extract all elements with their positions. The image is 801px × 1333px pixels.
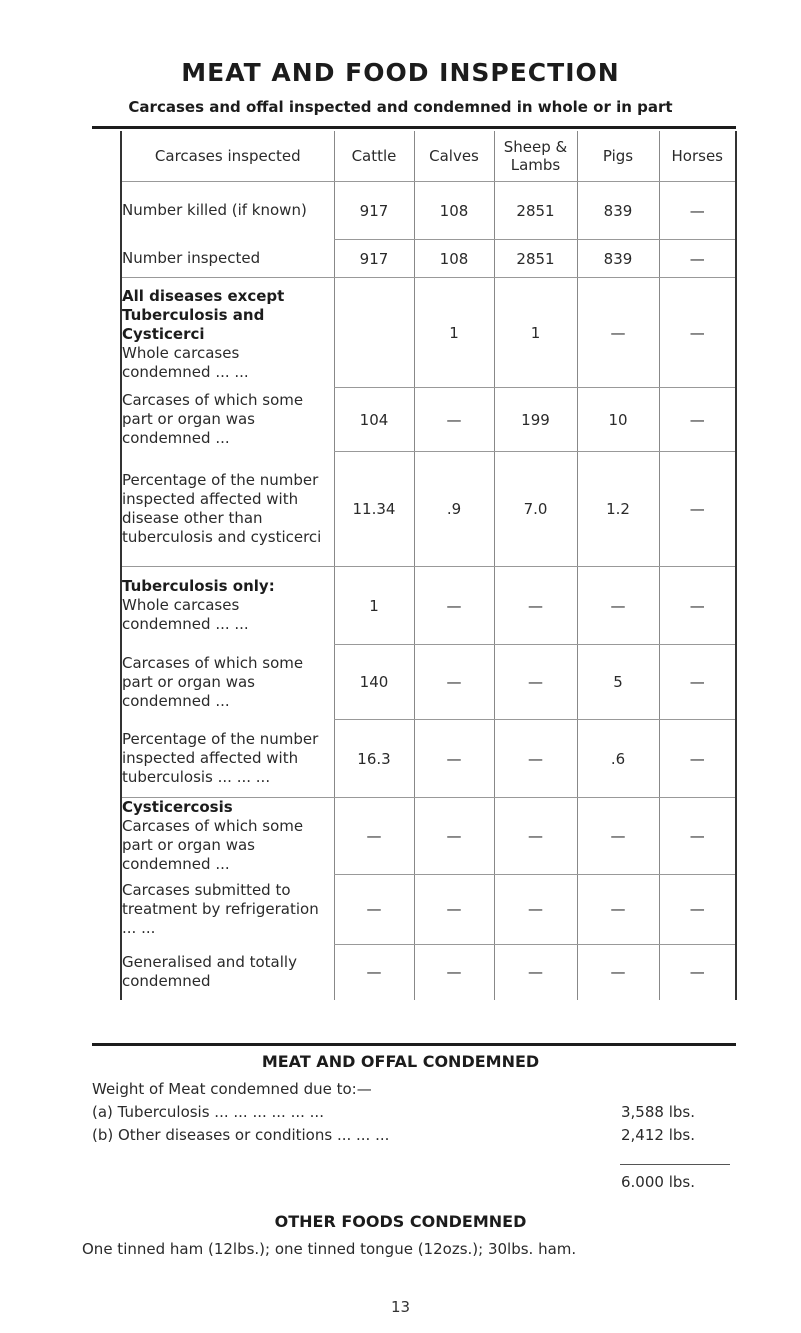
cell-cattle: 16.3 xyxy=(334,720,414,798)
cell-calves: — xyxy=(414,645,494,720)
row-label xyxy=(121,798,334,875)
header-pigs: Pigs xyxy=(577,131,659,182)
cell-sheep: 2851 xyxy=(494,182,577,240)
cell-pigs: 839 xyxy=(577,182,659,240)
cell-sheep: — xyxy=(494,720,577,798)
row-label: Carcases of which some part or organ was condemned ... xyxy=(121,388,334,452)
cell-cattle: 104 xyxy=(334,388,414,452)
cell-pigs: — xyxy=(577,798,659,875)
cell-cattle: 11.34 xyxy=(334,452,414,567)
table-header-row xyxy=(121,131,736,182)
all-diseases-whole-label: Whole carcases condemned ... ... xyxy=(122,344,249,382)
cell-sheep: — xyxy=(494,567,577,645)
cell-calves: — xyxy=(414,720,494,798)
table-row xyxy=(121,182,736,240)
cell-pigs: — xyxy=(577,944,659,1000)
tuberculosis-heading: Tuberculosis only: xyxy=(122,577,275,596)
cell-sheep: 7.0 xyxy=(494,452,577,567)
cell-horses: — xyxy=(659,798,736,875)
other-foods-heading: OTHER FOODS CONDEMNED xyxy=(274,1212,527,1231)
cell-sheep: — xyxy=(494,645,577,720)
cell-pigs: 5 xyxy=(577,645,659,720)
header-sheep-lambs: Sheep & Lambs xyxy=(494,131,577,182)
all-diseases-heading: All diseases except Tuberculosis and Cysticerci xyxy=(122,287,285,344)
cell-cattle: 1 xyxy=(334,567,414,645)
row-label: Carcases of which some part or organ was condemned ... xyxy=(121,645,334,720)
page-subtitle: Carcases and offal inspected and condemned in whole or in part xyxy=(128,98,673,116)
cell-horses: — xyxy=(659,278,736,388)
cell-sheep: 2851 xyxy=(494,240,577,278)
table-row xyxy=(121,798,736,875)
row-label: Number inspected xyxy=(121,240,334,278)
cell-cattle xyxy=(334,278,414,388)
row-label: Percentage of the number inspected affected with disease other than tuberculosis and cysticerci xyxy=(121,452,334,567)
cell-calves: — xyxy=(414,944,494,1000)
meat-offal-intro: Weight of Meat condemned due to:— xyxy=(92,1080,372,1098)
cell-calves: .9 xyxy=(414,452,494,567)
cell-pigs: — xyxy=(577,278,659,388)
table-row xyxy=(121,645,736,720)
cell-sheep: — xyxy=(494,944,577,1000)
table-row xyxy=(121,278,736,388)
cell-cattle: — xyxy=(334,874,414,944)
cysticercosis-heading: Cysticercosis xyxy=(122,798,233,816)
tuberculosis-whole-label: Whole carcases condemned ... ... xyxy=(122,596,249,634)
row-label xyxy=(121,567,334,645)
cell-cattle: — xyxy=(334,798,414,875)
inspection-table xyxy=(120,131,737,1000)
meat-offal-heading: MEAT AND OFFAL CONDEMNED xyxy=(261,1052,540,1071)
header-carcases-inspected: Carcases inspected xyxy=(121,131,334,182)
total-rule xyxy=(620,1164,730,1165)
meat-offal-item-label: (a) Tuberculosis ... ... ... ... ... ... xyxy=(92,1103,324,1121)
cell-horses: — xyxy=(659,874,736,944)
table-row xyxy=(121,720,736,798)
table-row xyxy=(121,388,736,452)
row-label: Number killed (if known) xyxy=(121,182,334,240)
cell-sheep: — xyxy=(494,798,577,875)
cell-cattle: 140 xyxy=(334,645,414,720)
cell-horses: — xyxy=(659,720,736,798)
table-bottom-rule xyxy=(92,1043,736,1046)
cell-horses: — xyxy=(659,240,736,278)
cell-pigs: .6 xyxy=(577,720,659,798)
table-row xyxy=(121,567,736,645)
cell-horses: — xyxy=(659,452,736,567)
header-horses: Horses xyxy=(659,131,736,182)
table-row xyxy=(121,944,736,1000)
header-calves: Calves xyxy=(414,131,494,182)
cell-calves: — xyxy=(414,874,494,944)
meat-offal-item-label: (b) Other diseases or conditions ... ... ... xyxy=(92,1126,390,1144)
table-top-rule xyxy=(92,126,736,129)
cell-pigs: 10 xyxy=(577,388,659,452)
cell-horses: — xyxy=(659,645,736,720)
cell-horses: — xyxy=(659,567,736,645)
cell-calves: — xyxy=(414,798,494,875)
header-cattle: Cattle xyxy=(334,131,414,182)
cell-pigs: — xyxy=(577,874,659,944)
cell-pigs: 839 xyxy=(577,240,659,278)
row-label xyxy=(121,278,334,388)
cell-horses: — xyxy=(659,388,736,452)
cell-sheep: 1 xyxy=(494,278,577,388)
table-row xyxy=(121,452,736,567)
cell-cattle: 917 xyxy=(334,182,414,240)
cell-sheep: 199 xyxy=(494,388,577,452)
cell-calves: 108 xyxy=(414,240,494,278)
page-number: 13 xyxy=(390,1298,411,1316)
cell-cattle: 917 xyxy=(334,240,414,278)
row-label: Generalised and totally condemned xyxy=(121,944,334,1000)
other-foods-text: One tinned ham (12lbs.); one tinned tongue (12ozs.); 30lbs. ham. xyxy=(82,1240,577,1258)
cell-calves: — xyxy=(414,567,494,645)
cell-cattle: — xyxy=(334,944,414,1000)
cell-calves: 1 xyxy=(414,278,494,388)
row-label: Percentage of the number inspected affected with tuberculosis ... ... ... xyxy=(121,720,334,798)
cell-horses: — xyxy=(659,944,736,1000)
table-row xyxy=(121,240,736,278)
meat-offal-item-value: 3,588 lbs. xyxy=(621,1103,695,1121)
table-row xyxy=(121,874,736,944)
meat-offal-total: 6.000 lbs. xyxy=(621,1173,695,1191)
cysticercosis-part-label: Carcases of which some part or organ was condemned ... xyxy=(122,817,304,873)
cell-calves: — xyxy=(414,388,494,452)
meat-offal-item-value: 2,412 lbs. xyxy=(621,1126,695,1144)
page-title: MEAT AND FOOD INSPECTION xyxy=(181,58,620,87)
cell-calves: 108 xyxy=(414,182,494,240)
cell-horses: — xyxy=(659,182,736,240)
cell-sheep: — xyxy=(494,874,577,944)
cell-pigs: — xyxy=(577,567,659,645)
row-label: Carcases submitted to treatment by refrigeration ... ... xyxy=(121,874,334,944)
cell-pigs: 1.2 xyxy=(577,452,659,567)
